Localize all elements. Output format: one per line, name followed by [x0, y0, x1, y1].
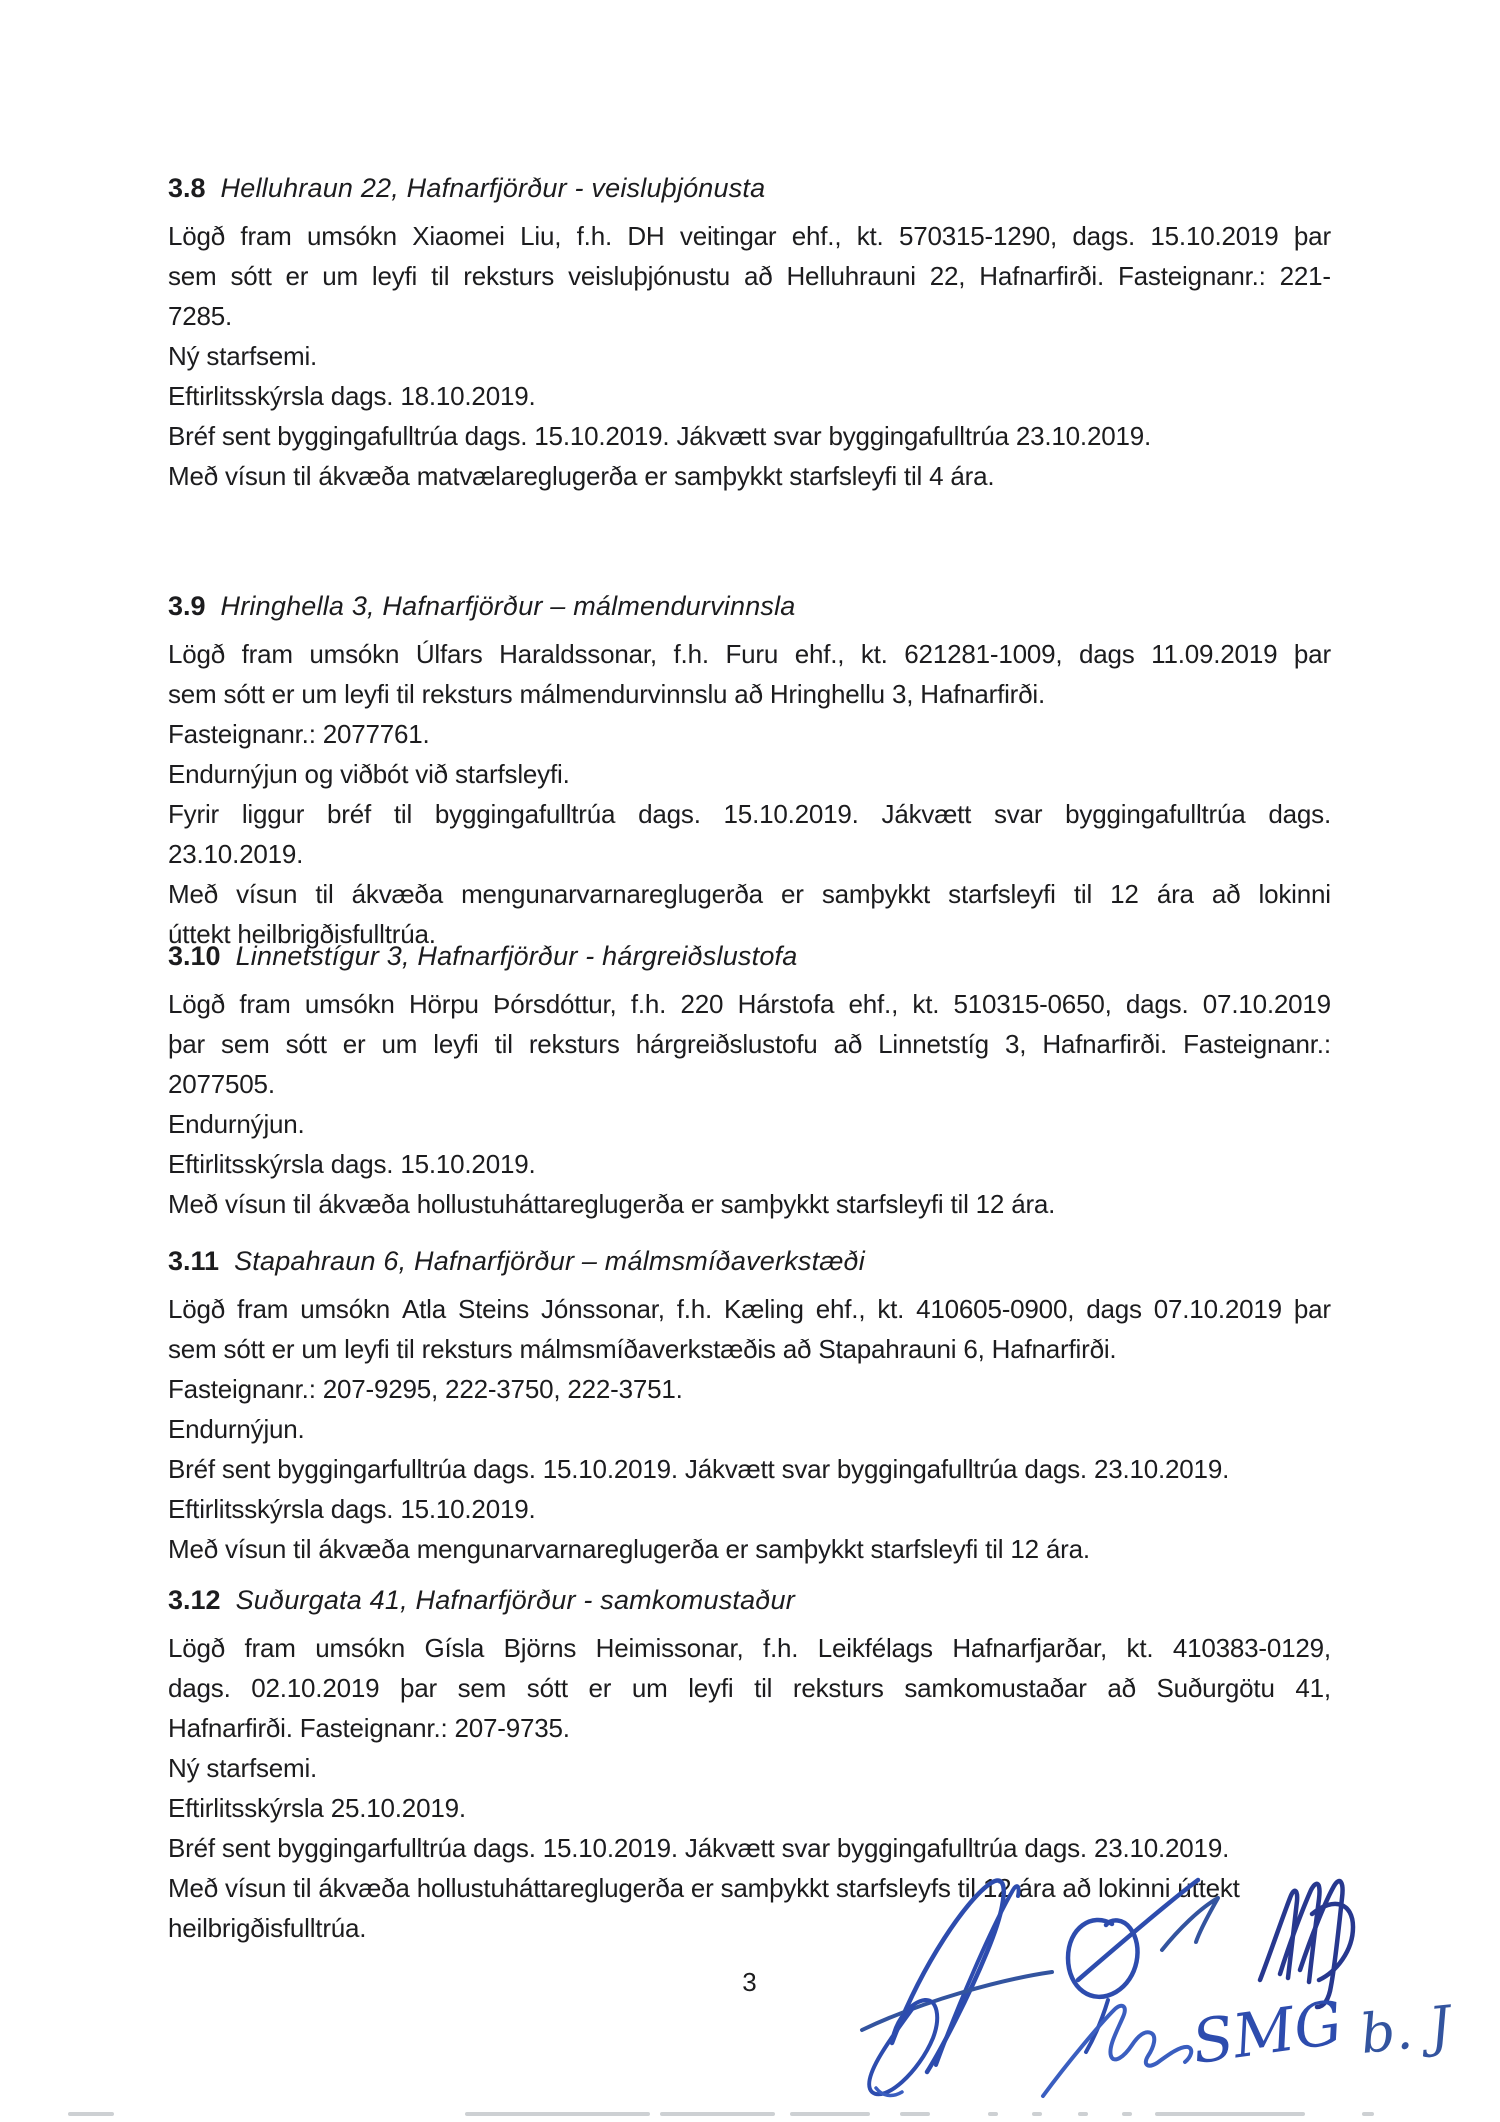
text-line: sem sótt er um leyfi til reksturs málmsmíðaverkstæðis að Stapahrauni 6, Hafnarfirði.: [168, 1334, 1117, 1364]
section-title: Helluhraun 22, Hafnarfjörður - veisluþjónusta: [220, 173, 766, 203]
section-number: 3.10: [168, 941, 221, 971]
text-line: Með vísun til ákvæða matvælareglugerða er samþykkt starfsleyfi til 4 ára.: [168, 461, 995, 491]
text-line: Hafnarfirði. Fasteignanr.: 207-9735.: [168, 1713, 570, 1743]
section-3-10: [168, 938, 1331, 1224]
text-line: Eftirlitsskýrsla dags. 15.10.2019.: [168, 1149, 536, 1179]
scan-edge-artifact: [0, 2112, 1500, 2118]
section-heading: [168, 170, 1331, 216]
text-line: Bréf sent byggingarfulltrúa dags. 15.10.2019. Jákvætt svar byggingafulltrúa dags. 23.10.2019.: [168, 1454, 1230, 1484]
text-line: Endurnýjun og viðbót við starfsleyfi.: [168, 759, 570, 789]
signature-initials-smg: SMG: [1187, 1987, 1347, 2079]
text-line: sem sótt er um leyfi til reksturs veisluþjónustu að Helluhrauni 22, Hafnarfirði. Fasteignanr.: 221-: [168, 261, 1331, 291]
text-line: 2077505.: [168, 1069, 275, 1099]
text-line: þar sem sótt er um leyfi til reksturs hárgreiðslustofu að Linnetstíg 3, Hafnarfirði. Fasteignanr.:: [168, 1029, 1331, 1059]
section-heading: [168, 1582, 1331, 1628]
section-heading: [168, 938, 1331, 984]
signatures: [840, 1858, 1460, 2108]
text-line: Fasteignanr.: 2077761.: [168, 719, 430, 749]
section-body: [168, 634, 1331, 954]
section-title: Suðurgata 41, Hafnarfjörður - samkomustaður: [235, 1585, 795, 1615]
text-line: Með vísun til ákvæða hollustuháttareglugerða er samþykkt starfsleyfi til 12 ára.: [168, 1189, 1056, 1219]
section-title: Linnetstígur 3, Hafnarfjörður - hárgreiðslustofa: [235, 941, 798, 971]
section-body: [168, 216, 1331, 496]
section-number: 3.8: [168, 173, 206, 203]
text-line: Lögð fram umsókn Úlfars Haraldssonar, f.h. Furu ehf., kt. 621281-1009, dags 11.09.2019 þar: [168, 639, 1331, 669]
text-line: Fasteignanr.: 207-9295, 222-3750, 222-3751.: [168, 1374, 683, 1404]
text-line: Lögð fram umsókn Gísla Björns Heimissonar, f.h. Leikfélags Hafnarfjarðar, kt. 410383-0129,: [168, 1633, 1331, 1663]
text-line: Lögð fram umsókn Atla Steins Jónssonar, f.h. Kæling ehf., kt. 410605-0900, dags 07.10.2019 þar: [168, 1294, 1331, 1324]
text-line: Endurnýjun.: [168, 1109, 305, 1139]
text-line: úttekt heilbrigðisfulltrúa.: [168, 919, 436, 949]
signature-initials-bj: b. J: [1357, 1993, 1454, 2066]
text-line: Eftirlitsskýrsla dags. 15.10.2019.: [168, 1494, 536, 1524]
section-3-8: [168, 170, 1331, 496]
text-line: sem sótt er um leyfi til reksturs málmendurvinnslu að Hringhellu 3, Hafnarfirði.: [168, 679, 1046, 709]
section-number: 3.12: [168, 1585, 221, 1615]
signature-2-ink: [1043, 1880, 1218, 2096]
text-line: Endurnýjun.: [168, 1414, 305, 1444]
page-number: 3: [742, 1967, 757, 1997]
section-heading: [168, 1243, 1331, 1289]
text-line: Bréf sent byggingafulltrúa dags. 15.10.2019. Jákvætt svar byggingafulltrúa 23.10.2019.: [168, 421, 1152, 451]
text-line: heilbrigðisfulltrúa.: [168, 1913, 367, 1943]
section-heading: [168, 588, 1331, 634]
text-line: Með vísun til ákvæða mengunarvarnareglugerða er samþykkt starfsleyfi til 12 ára að lokinni: [168, 879, 1331, 909]
section-body: [168, 1289, 1331, 1569]
text-line: Lögð fram umsókn Xiaomei Liu, f.h. DH veitingar ehf., kt. 570315-1290, dags. 15.10.2019 þar: [168, 221, 1331, 251]
section-number: 3.9: [168, 591, 206, 621]
signature-3-ink: [1260, 1881, 1353, 2007]
text-line: Bréf sent byggingarfulltrúa dags. 15.10.2019. Jákvætt svar byggingafulltrúa dags. 23.10.2019.: [168, 1833, 1230, 1863]
text-line: Fyrir liggur bréf til byggingafulltrúa dags. 15.10.2019. Jákvætt svar byggingafulltrúa dags.: [168, 799, 1331, 829]
text-line: Ný starfsemi.: [168, 341, 318, 371]
text-line: Eftirlitsskýrsla dags. 18.10.2019.: [168, 381, 536, 411]
section-title: Stapahraun 6, Hafnarfjörður – málmsmíðaverkstæði: [234, 1246, 865, 1276]
signature-1-ink: [862, 1881, 1052, 2096]
section-number: 3.11: [168, 1246, 220, 1276]
text-line: Ný starfsemi.: [168, 1753, 318, 1783]
text-line: Lögð fram umsókn Hörpu Þórsdóttur, f.h. 220 Hárstofa ehf., kt. 510315-0650, dags. 07.10.2019: [168, 989, 1331, 1019]
text-line: 23.10.2019.: [168, 839, 304, 869]
text-line: Með vísun til ákvæða mengunarvarnareglugerða er samþykkt starfsleyfi til 12 ára.: [168, 1534, 1090, 1564]
section-3-11: [168, 1243, 1331, 1569]
text-line: Eftirlitsskýrsla 25.10.2019.: [168, 1793, 466, 1823]
text-line: 7285.: [168, 301, 233, 331]
section-body: [168, 984, 1331, 1224]
text-line: Með vísun til ákvæða hollustuháttareglugerða er samþykkt starfsleyfs til 12 ára að lokinni úttekt: [168, 1873, 1240, 1903]
section-title: Hringhella 3, Hafnarfjörður – málmendurvinnsla: [220, 591, 796, 621]
section-3-9: [168, 588, 1331, 954]
text-line: dags. 02.10.2019 þar sem sótt er um leyfi til reksturs samkomustaðar að Suðurgötu 41,: [168, 1673, 1331, 1703]
